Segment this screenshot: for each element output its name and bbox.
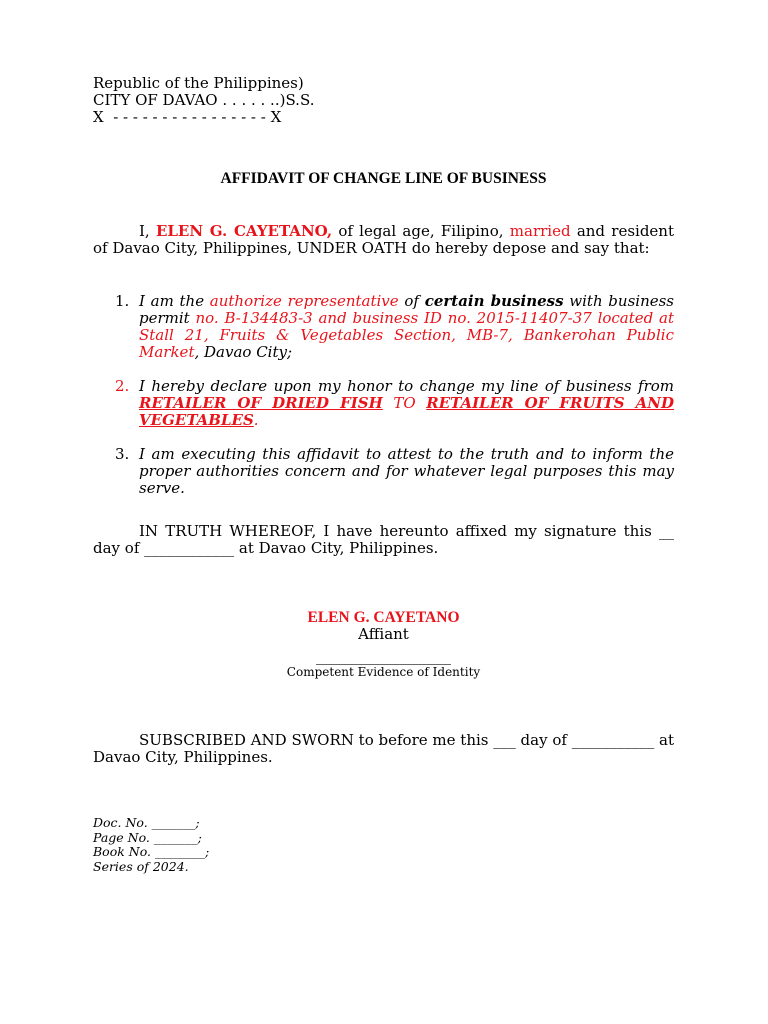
signature-block xyxy=(93,609,674,679)
intro-rest: and resident of Davao City, Philippines, UNDER OATH do hereby depose and say that: xyxy=(93,222,674,257)
statement-highlight: authorize representative xyxy=(209,292,399,310)
notarial-register-block xyxy=(93,816,674,874)
new-line-of-business: RETAILER OF FRUITS AND VEGETABLES xyxy=(139,394,675,429)
civil-status: married xyxy=(509,222,571,240)
affiant-name-intro: ELEN G. CAYETANO, xyxy=(155,222,333,240)
statement-number: 2. xyxy=(115,377,130,395)
statement-number: 1. xyxy=(115,292,130,310)
intro-prefix: I, xyxy=(139,222,156,240)
statement-text: , Davao City; xyxy=(194,343,293,361)
statement-highlight: . xyxy=(253,411,259,429)
statement-highlight: TO xyxy=(382,394,427,412)
venue-block xyxy=(93,75,674,126)
statement-text: I hereby declare upon my honor to change my line of business from xyxy=(139,377,674,395)
statement-text: I am the xyxy=(139,292,210,310)
statement-item-3 xyxy=(93,446,674,497)
statement-item-2 xyxy=(93,378,674,429)
venue-separator: X - - - - - - - - - - - - - - - - X xyxy=(93,108,282,126)
intro-paragraph xyxy=(93,223,674,257)
statement-text: with business permit xyxy=(139,292,675,327)
truth-whereof-paragraph: IN TRUTH WHEREOF, I have hereunto affixed my signature this __ day of ____________ at Davao City, Philippines. xyxy=(93,522,674,557)
venue-city: CITY OF DAVAO . . . . . ..)S.S. xyxy=(93,91,315,109)
statement-item-1 xyxy=(93,293,674,361)
signature-line: __________________ xyxy=(316,647,451,665)
series-year: Series of 2024. xyxy=(93,858,189,874)
statement-bold: certain business xyxy=(424,292,564,310)
old-line-of-business: RETAILER OF DRIED FISH xyxy=(139,394,383,412)
statement-number: 3. xyxy=(115,445,130,463)
statement-text: of xyxy=(398,292,425,310)
affiant-role: Affiant xyxy=(358,625,409,643)
evidence-of-identity-label: Competent Evidence of Identity xyxy=(286,665,481,679)
intro-middle: of legal age, Filipino, xyxy=(332,222,510,240)
doc-number: Doc. No. _______; xyxy=(93,815,200,830)
jurat-paragraph: SUBSCRIBED AND SWORN to before me this ___ day of ___________ at Davao City, Philippines. xyxy=(93,731,674,766)
affidavit-page xyxy=(93,75,674,874)
document-title: AFFIDAVIT OF CHANGE LINE OF BUSINESS xyxy=(220,170,547,187)
affiant-name: ELEN G. CAYETANO xyxy=(307,609,460,626)
statements-list xyxy=(93,293,674,497)
business-permit-details: no. B-134483-3 and business ID no. 2015-11407-37 located at Stall 21, Fruits & Vegetables Section, MB-7, Bankerohan Public Market xyxy=(139,309,674,361)
statement-text: I am executing this affidavit to attest to the truth and to inform the proper authorities concern and for whatever legal purposes this may serve. xyxy=(139,445,674,497)
page-number: Page No. _______; xyxy=(93,829,202,845)
venue-republic: Republic of the Philippines) xyxy=(93,74,304,92)
book-number: Book No. ________; xyxy=(93,844,210,859)
